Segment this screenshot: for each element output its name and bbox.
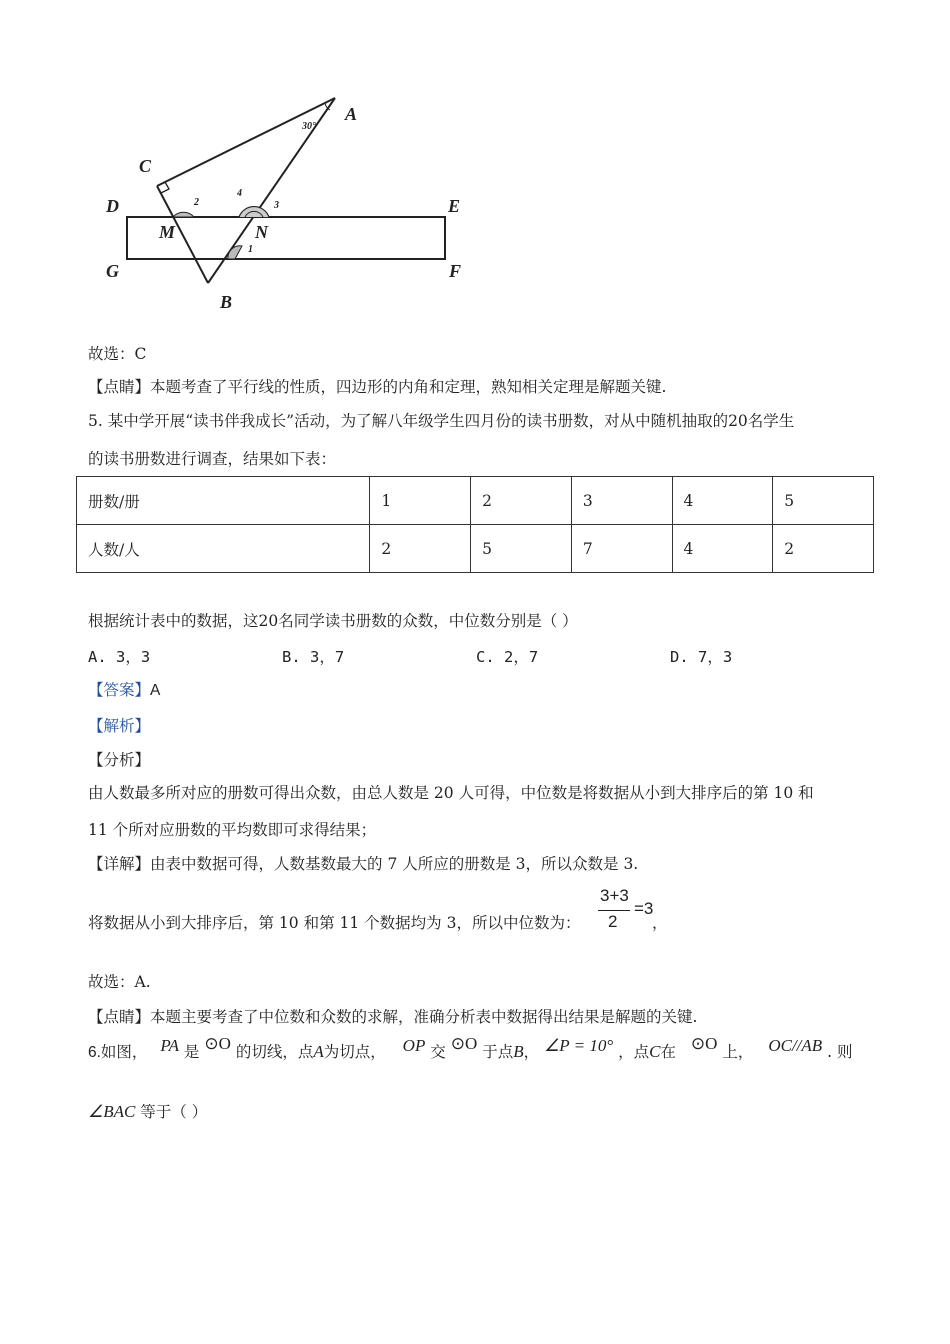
table-cell: 7 bbox=[571, 525, 672, 573]
q6-text: ， bbox=[523, 1043, 540, 1061]
table-cell: 2 bbox=[773, 525, 874, 573]
q6-text: 交 bbox=[430, 1043, 446, 1061]
fraction-tail: ， bbox=[652, 914, 668, 932]
label-c: C bbox=[139, 156, 152, 176]
table-cell: 1 bbox=[370, 477, 471, 525]
option-c: C. 2，7 bbox=[476, 648, 539, 666]
math-op: OP bbox=[402, 1036, 426, 1055]
angle-label-4: 4 bbox=[237, 188, 242, 199]
q6-stem-line1 bbox=[88, 1034, 853, 1062]
q5-stem-line2: 的读书册数进行调查，结果如下表： bbox=[88, 450, 337, 468]
q6-text: 于点 bbox=[482, 1043, 514, 1061]
detail-text: 由表中数据可得，人数基数最大的 7 人所应的册数是 3，所以众数是 3. bbox=[150, 855, 639, 873]
q6-text: 在 bbox=[660, 1043, 676, 1061]
math-b: B bbox=[513, 1042, 524, 1061]
angle-label-3: 3 bbox=[274, 200, 279, 211]
math-angle-bac: ∠BAC bbox=[88, 1102, 136, 1121]
q5-comment bbox=[88, 1005, 697, 1027]
option-b: B. 3，7 bbox=[282, 648, 345, 666]
angle-label-2: 2 bbox=[194, 197, 199, 208]
q6-number: 6.如图， bbox=[88, 1044, 148, 1061]
fraction-result: =3 bbox=[634, 899, 654, 918]
label-b: B bbox=[220, 292, 233, 312]
circle-o-symbol: ⊙O bbox=[690, 1034, 718, 1053]
fraction-denominator: 2 bbox=[608, 912, 618, 931]
answer-value: A bbox=[150, 682, 161, 699]
answer-tag: 【答案】 bbox=[88, 681, 151, 699]
comment-text: 本题主要考查了中位数和众数的求解，准确分析表中数据得出结果是解题的关键. bbox=[150, 1008, 698, 1026]
math-parallel: OC//AB bbox=[768, 1036, 823, 1055]
q6-text: 等于（ ） bbox=[140, 1103, 208, 1121]
option-a: A. 3，3 bbox=[88, 648, 151, 666]
fenxi-line2: 11 个所对应册数的平均数即可求得结果； bbox=[88, 821, 377, 839]
q6-text: 是 bbox=[183, 1043, 200, 1061]
comment-tag: 【点睛】 bbox=[88, 378, 151, 396]
table-cell: 5 bbox=[471, 525, 572, 573]
label-a: A bbox=[345, 104, 358, 124]
table-cell: 3 bbox=[571, 477, 672, 525]
label-e: E bbox=[448, 196, 461, 216]
fraction-bar bbox=[598, 910, 630, 911]
label-f: F bbox=[449, 261, 462, 281]
median-line: 将数据从小到大排序后，第 10 和第 11 个数据均为 3，所以中位数为： bbox=[88, 914, 581, 932]
q6-stem-line2 bbox=[88, 1100, 207, 1122]
option-d: D. 7，3 bbox=[670, 648, 733, 666]
q6-text: 上， bbox=[722, 1043, 754, 1061]
label-m: M bbox=[159, 222, 176, 242]
angle-2-mark bbox=[173, 212, 194, 217]
table-cell: 4 bbox=[672, 525, 773, 573]
angle-label-1: 1 bbox=[248, 244, 253, 255]
table-row-books bbox=[77, 477, 874, 525]
analysis-tag: 【解析】 bbox=[88, 717, 151, 735]
label-d: D bbox=[106, 196, 119, 216]
q6-text: ，点 bbox=[618, 1043, 650, 1061]
table-row-people bbox=[77, 525, 874, 573]
q5-answer bbox=[88, 678, 160, 700]
table-cell: 5 bbox=[773, 477, 874, 525]
q5-data-table bbox=[76, 476, 874, 573]
q6-text: 的切线，点 bbox=[235, 1043, 314, 1061]
math-a: A bbox=[313, 1042, 324, 1061]
detail-tag: 【详解】 bbox=[88, 855, 151, 873]
label-n: N bbox=[255, 222, 268, 242]
fenxi-tag: 【分析】 bbox=[88, 751, 151, 769]
table-cell: 2 bbox=[471, 477, 572, 525]
angle-1-mark bbox=[228, 246, 242, 259]
comment-text: 本题考查了平行线的性质，四边形的内角和定理，熟知相关定理是解题关键. bbox=[150, 378, 667, 396]
circle-o-symbol: ⊙O bbox=[450, 1034, 478, 1053]
comment-tag: 【点睛】 bbox=[88, 1008, 151, 1026]
math-pa: PA bbox=[160, 1036, 179, 1055]
table-cell: 人数/人 bbox=[77, 525, 370, 573]
fenxi-line1: 由人数最多所对应的册数可得出众数，由总人数是 20 人可得，中位数是将数据从小到大排序后的第 10 和 bbox=[88, 784, 814, 802]
angle-label-30: 30° bbox=[302, 121, 316, 132]
prev-comment bbox=[88, 375, 666, 397]
detail-line bbox=[88, 852, 638, 874]
q6-text: . 则 bbox=[827, 1043, 853, 1061]
fraction-numerator: 3+3 bbox=[600, 886, 629, 905]
label-g: G bbox=[106, 261, 119, 281]
geometry-figure bbox=[95, 88, 485, 316]
q5-question: 根据统计表中的数据，这20名同学读书册数的众数，中位数分别是（ ） bbox=[88, 612, 578, 630]
table-cell: 2 bbox=[370, 525, 471, 573]
math-c: C bbox=[649, 1042, 661, 1061]
q6-text: 为切点， bbox=[323, 1043, 386, 1061]
segment-ca bbox=[157, 98, 335, 186]
q5-stem-line1: 5. 某中学开展“读书伴我成长”活动，为了解八年级学生四月份的读书册数，对从中随机抽取的20名学生 bbox=[88, 412, 795, 430]
table-cell: 4 bbox=[672, 477, 773, 525]
circle-o-symbol: ⊙O bbox=[204, 1034, 231, 1053]
prev-answer-line: 故选：C bbox=[88, 345, 147, 363]
table-cell: 册数/册 bbox=[77, 477, 370, 525]
math-angle-p: ∠P = 10° bbox=[544, 1036, 614, 1055]
q5-choose: 故选：A. bbox=[88, 973, 151, 991]
